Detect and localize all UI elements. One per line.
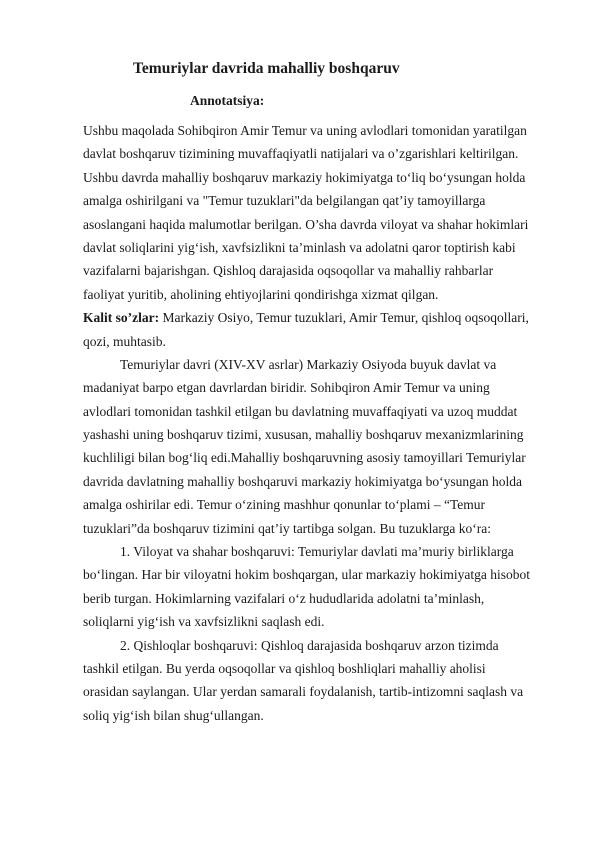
abstract-line: asoslangani haqida malumotlar berilgan. O’sha davrda viloyat va shahar hokimlari <box>83 216 529 232</box>
paragraph-line: amalga oshirilar edi. Temur o‘zining mashhur qonunlar to‘plami – “Temur <box>83 497 486 513</box>
document-title: Temuriylar davrida mahalliy boshqaruv <box>133 60 400 77</box>
list-item-line: berib turgan. Hokimlarning vazifalari o‘z hududlarida adolatni ta’minlash, <box>83 590 485 606</box>
abstract-line: Ushbu maqolada Sohibqiron Amir Temur va uning avlodlari tomonidan yaratilgan <box>83 123 527 138</box>
abstract-line: davlat boshqaruv tizimining muvaffaqiyatli natijalari va o’zgarishlari keltirilgan. <box>83 146 519 162</box>
list-item-viloyat <box>83 540 561 634</box>
paragraph-line: kuchliligi bilan bog‘liq edi.Mahalliy boshqaruvning asosiy tamoyillari Temuriylar <box>83 450 526 466</box>
abstract-line: Ushbu davrda mahalliy boshqaruv markaziy hokimiyatga to‘liq bo‘ysungan holda <box>83 169 526 185</box>
abstract-line: vazifalarni bajarishgan. Qishloq darajasida oqsoqollar va mahalliy rahbarlar <box>83 263 494 279</box>
keywords-paragraph <box>83 306 561 353</box>
keywords-line: qozi, muhtasib. <box>83 333 166 349</box>
list-item-line: soliq yig‘ish bilan shug‘ullangan. <box>83 707 264 723</box>
list-item-line: tashkil etilgan. Bu yerda oqsoqollar va qishloq boshliqlari mahalliy aholisi <box>83 660 486 676</box>
abstract-line: amalga oshirilgani va "Temur tuzuklari"da belgilangan qat’iy tamoyillarga <box>83 193 486 209</box>
paragraph-line: madaniyat barpo etgan davrlardan biridir. Sohibqiron Amir Temur va uning <box>83 380 490 396</box>
list-item-line: bo‘lingan. Har bir viloyatni hokim boshqargan, ular markaziy hokimiyatga hisobot <box>83 567 531 583</box>
keywords-line <box>83 306 561 329</box>
list-item-line: soliqlarni yig‘ish va xavfsizlikni saqlash edi. <box>83 614 325 630</box>
abstract-line: davlat soliqlarini yig‘ish, xavfsizlikni ta’minlash va adolatni qaror toptirish kabi <box>83 239 516 255</box>
list-item-line: 1. Viloyat va shahar boshqaruvi: Temuriylar davlati ma’muriy birliklarga <box>120 544 514 560</box>
intro-paragraph <box>83 353 561 540</box>
keywords-label: Kalit so’zlar: <box>83 310 160 326</box>
paragraph-line: davrida davlatning mahalliy boshqaruvi markaziy hokimiyatga bo‘ysungan holda <box>83 473 523 489</box>
paragraph-line: Temuriylar davri (XIV-XV asrlar) Markaziy Osiyoda buyuk davlat va <box>120 356 497 372</box>
document-body <box>83 119 561 727</box>
keywords-text: Markaziy Osiyo, Temur tuzuklari, Amir Temur, qishloq oqsoqollari, <box>159 310 529 326</box>
list-item-qishloq <box>83 634 561 728</box>
abstract-paragraph <box>83 119 561 306</box>
list-item-line: 2. Qishloqlar boshqaruvi: Qishloq darajasida boshqaruv arzon tizimda <box>120 637 499 653</box>
annotation-heading: Annotatsiya: <box>190 93 265 108</box>
paragraph-line: avlodlari tomonidan tashkil etilgan bu davlatning muvaffaqiyati va uzoq muddat <box>83 403 518 419</box>
paragraph-line: tuzuklari”da boshqaruv tizimini qat’iy tartibga solgan. Bu tuzuklarga ko‘ra: <box>83 520 492 536</box>
paragraph-line: yashashi uning boshqaruv tizimi, xususan, mahalliy boshqaruv mexanizmlarining <box>83 427 524 443</box>
abstract-line: faoliyat yuritib, aholining ehtiyojlarini qondirishga xizmat qilgan. <box>83 286 439 302</box>
list-item-line: orasidan saylangan. Ular yerdan samarali foydalanish, tartib-intizomni saqlash va <box>83 684 524 700</box>
